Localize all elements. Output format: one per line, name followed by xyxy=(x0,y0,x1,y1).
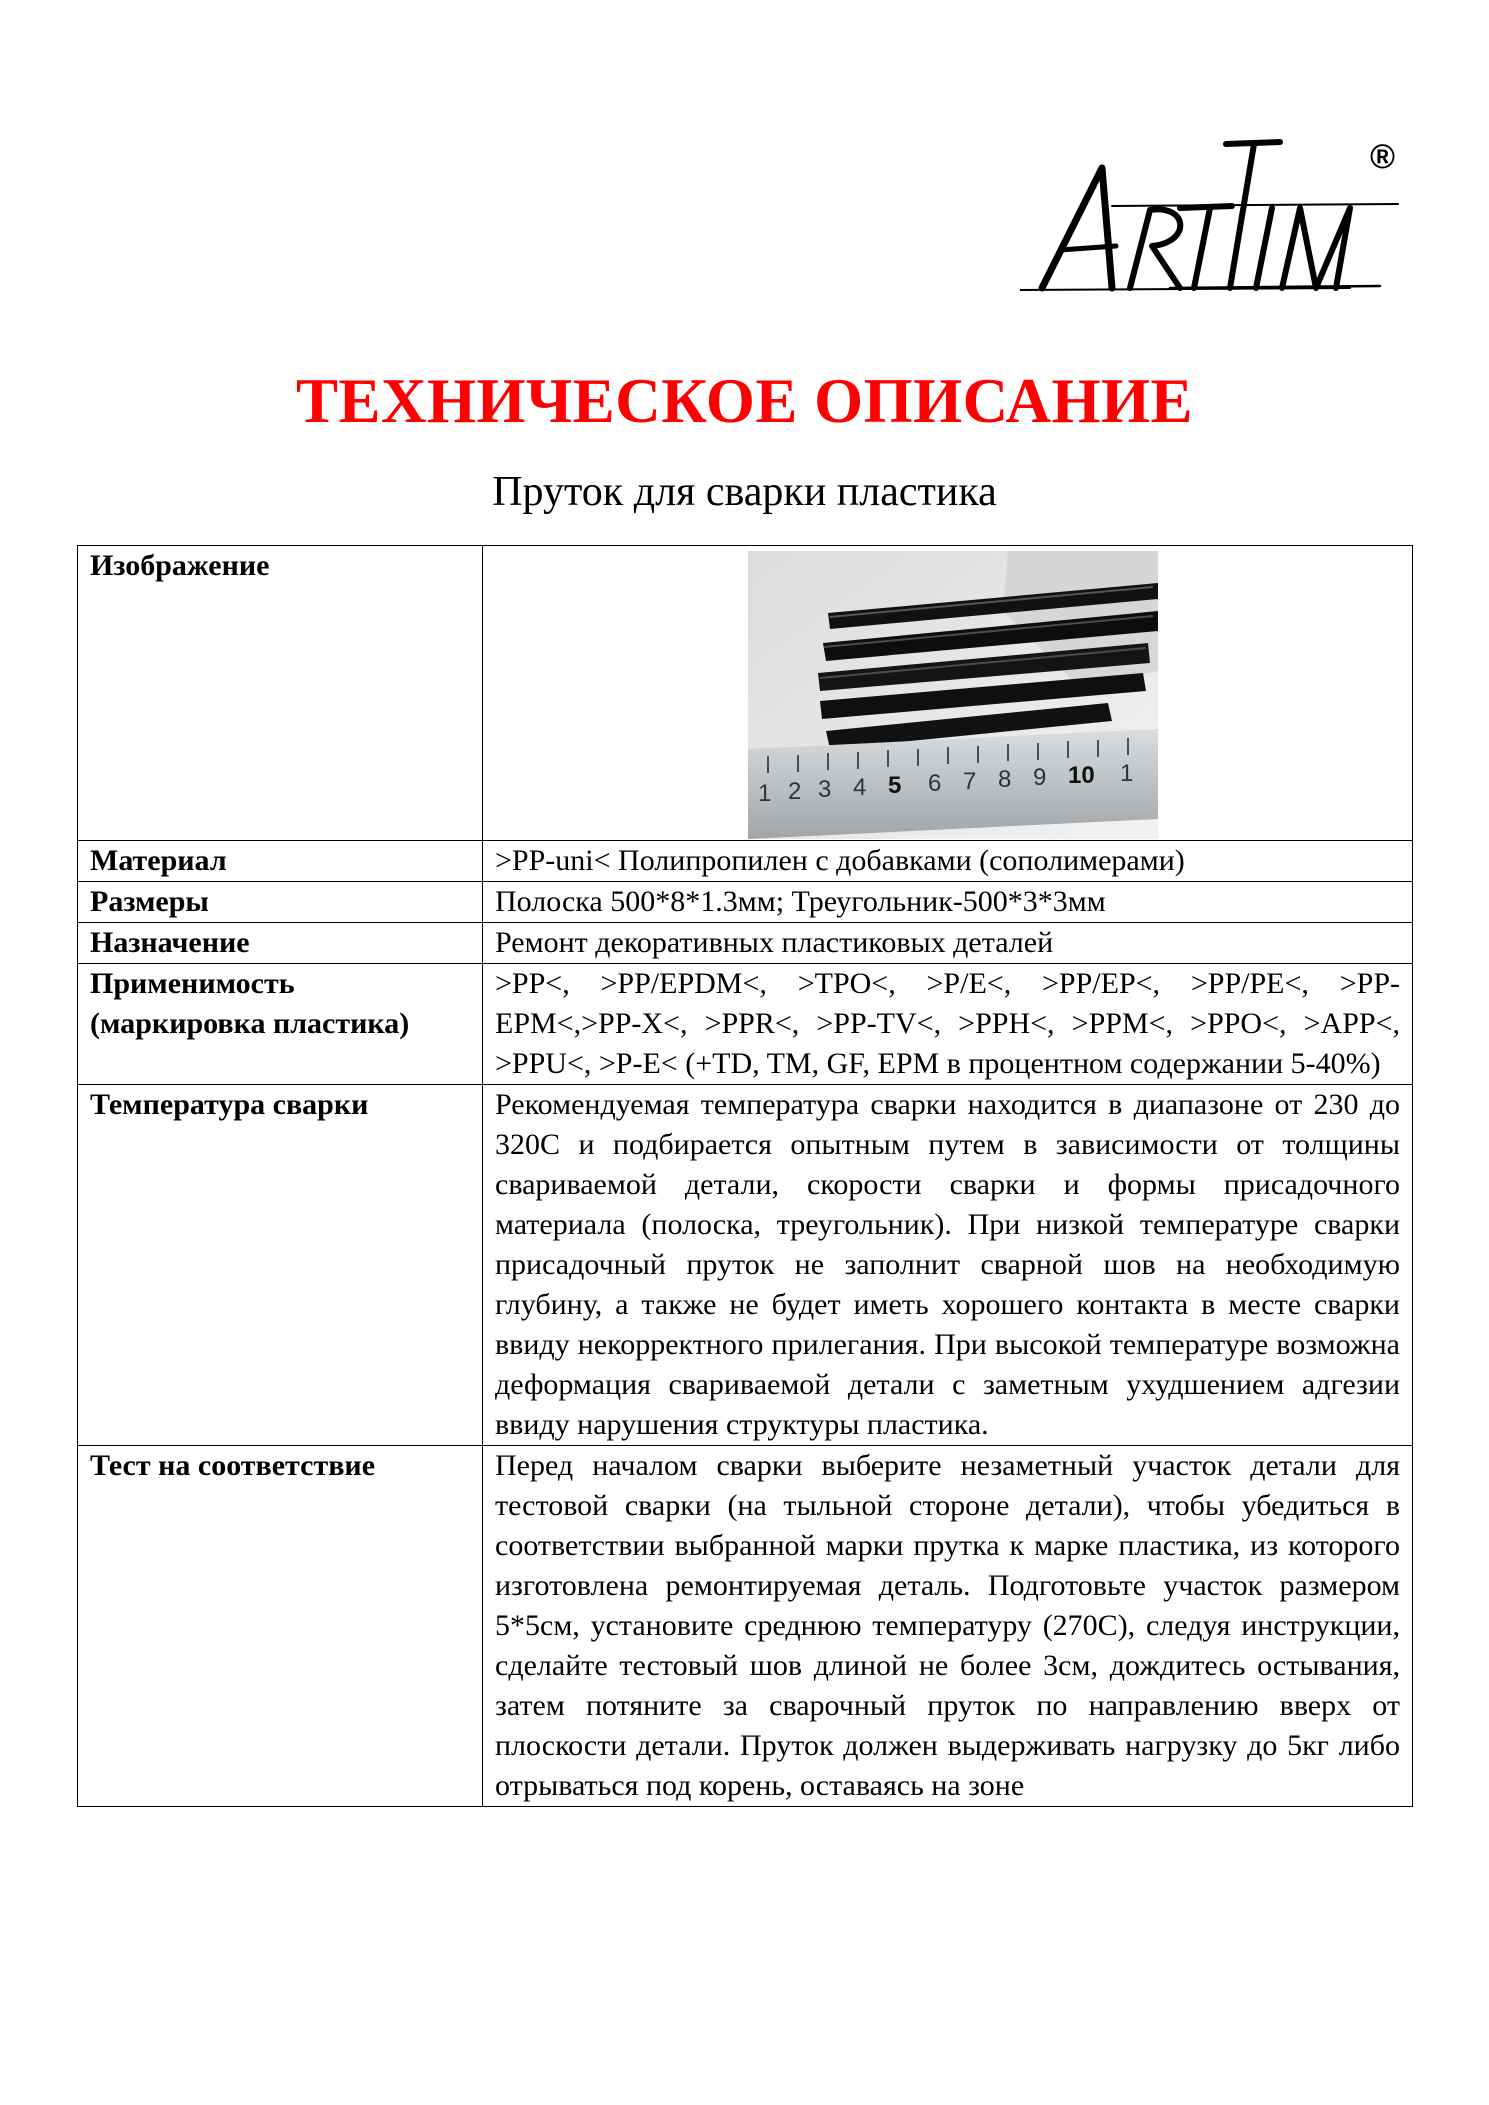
row-label: Изображение xyxy=(78,546,483,841)
ruler-number: 10 xyxy=(1068,762,1095,789)
table-row xyxy=(78,841,1413,882)
row-label: Размеры xyxy=(78,882,483,923)
registered-mark: ® xyxy=(1370,138,1396,176)
spec-table xyxy=(77,545,1413,1807)
table-row xyxy=(78,1446,1413,1807)
table-row xyxy=(78,923,1413,964)
table-row xyxy=(78,1085,1413,1446)
product-photo xyxy=(748,551,1158,839)
ruler-number: 2 xyxy=(788,778,802,805)
row-value: >PP<, >PP/EPDM<, >TPO<, >P/E<, >PP/EP<, >PP/PE<, >PP-EPM<,>PP-X<, >PPR<, >PP-TV<, >PPH<, >PPM<, >PPO<, >APP<, >PPU<, >P-E< (+TD, TM, GF, EPM в процентном содержании 5-40%) xyxy=(483,964,1413,1085)
ruler-number: 6 xyxy=(928,770,942,797)
document-subtitle: Пруток для сварки пластика xyxy=(492,469,997,515)
table-row xyxy=(78,882,1413,923)
ruler-number: 3 xyxy=(818,776,832,803)
document-title: ТЕХНИЧЕСКОЕ ОПИСАНИЕ xyxy=(295,366,1194,436)
row-value: Ремонт декоративных пластиковых деталей xyxy=(483,923,1413,964)
row-value: >PP-uni< Полипропилен с добавками (сополимерами) xyxy=(483,841,1413,882)
ruler-number: 4 xyxy=(853,774,867,801)
ruler-number: 1 xyxy=(758,780,772,807)
ruler-number: 1 xyxy=(1120,760,1134,787)
row-label: Применимость (маркировка пластика) xyxy=(78,964,483,1085)
row-value: Рекомендуемая температура сварки находится в диапазоне от 230 до 320С и подбирается опытным путем в зависимости от толщины свариваемой детали, скорости сварки и формы присадочного материала (полоска, треугольник). При низкой температуре сварки присадочный пруток не заполнит сварной шов на необходимую глубину, а также не будет иметь хорошего контакта в месте сварки ввиду некорректного прилегания. При высокой температуре возможна деформация свариваемой детали с заметным ухудшением адгезии ввиду нарушения структуры пластика. xyxy=(483,1085,1413,1446)
ruler-number: 8 xyxy=(998,766,1012,793)
table-row xyxy=(78,964,1413,1085)
ruler-number: 7 xyxy=(963,768,977,795)
row-value: Полоска 500*8*1.3мм; Треугольник-500*3*3мм xyxy=(483,882,1413,923)
row-label: Материал xyxy=(78,841,483,882)
arttim-logo xyxy=(1020,138,1400,303)
ruler-number: 9 xyxy=(1033,764,1047,791)
row-label: Тест на соответствие xyxy=(78,1446,483,1807)
row-label: Назначение xyxy=(78,923,483,964)
ruler-number: 5 xyxy=(888,772,902,799)
row-label: Температура сварки xyxy=(78,1085,483,1446)
table-row xyxy=(78,546,1413,841)
image-cell xyxy=(483,546,1413,841)
row-value: Перед началом сварки выберите незаметный участок детали для тестовой сварки (на тыльной стороне детали), чтобы убедиться в соответствии выбранной марки прутка к марке пластика, из которого изготовлена ремонтируемая деталь. Подготовьте участок размером 5*5см, установите среднюю температуру (270С), следуя инструкции, сделайте тестовый шов длиной не более 3см, дождитесь остывания, затем потяните за сварочный пруток по направлению вверх от плоскости детали. Пруток должен выдерживать нагрузку до 5кг либо отрываться под корень, оставаясь на зоне xyxy=(483,1446,1413,1807)
